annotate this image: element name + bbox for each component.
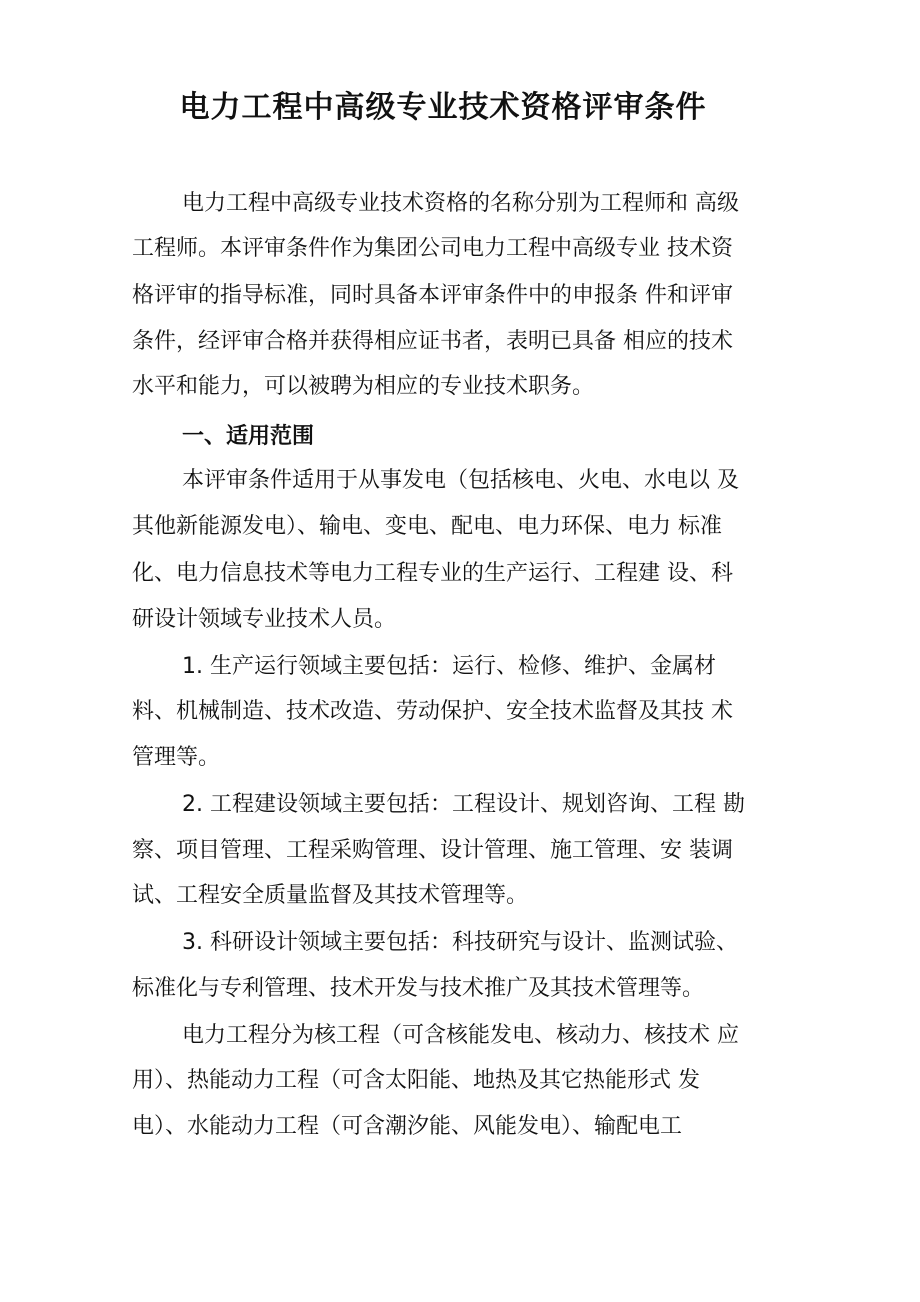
list-item-line: 3. 科研设计领域主要包括：科技研究与设计、监测试验、: [182, 930, 738, 955]
paragraph-line: 工程师。本评审条件作为集团公司电力工程中高级专业 技术资: [132, 236, 733, 261]
list-item-line: 察、项目管理、工程采购管理、设计管理、施工管理、安 装调: [132, 838, 733, 863]
list-item-line: 管理等。: [132, 745, 221, 770]
list-item-line: 试、工程安全质量监督及其技术管理等。: [132, 883, 529, 908]
paragraph-line: 水平和能力，可以被聘为相应的专业技术职务。: [132, 374, 595, 399]
list-item-line: 2. 工程建设领域主要包括：工程设计、规划咨询、工程 勘: [182, 792, 745, 817]
paragraph-line: 研设计领域专业技术人员。: [132, 607, 397, 632]
paragraph-line: 化、电力信息技术等电力工程专业的生产运行、工程建 设、科: [132, 561, 733, 586]
paragraph-line: 用）、热能动力工程（可含太阳能、地热及其它热能形式 发: [132, 1068, 700, 1093]
paragraph-line: 本评审条件适用于从事发电（包括核电、火电、水电以 及: [182, 468, 739, 493]
list-item-line: 料、机械制造、技术改造、劳动保护、安全技术监督及其技 术: [132, 699, 733, 724]
section-heading: 一、适用范围: [182, 424, 315, 449]
list-item-line: 标准化与专利管理、技术开发与技术推广及其技术管理等。: [132, 976, 705, 1001]
paragraph-line: 电力工程中高级专业技术资格的名称分别为工程师和 高级: [182, 191, 739, 216]
document-title: 电力工程中高级专业技术资格评审条件: [179, 90, 707, 125]
list-item-line: 1. 生产运行领域主要包括：运行、检修、维护、金属材: [182, 654, 716, 679]
paragraph-line: 电力工程分为核工程（可含核能发电、核动力、核技术 应: [182, 1023, 739, 1048]
paragraph-line: 条件，经评审合格并获得相应证书者，表明已具备 相应的技术: [132, 329, 733, 354]
paragraph-line: 电）、水能动力工程（可含潮汐能、风能发电）、输配电工: [132, 1114, 683, 1139]
paragraph-line: 格评审的指导标准，同时具备本评审条件中的申报条 件和评审: [132, 283, 733, 308]
paragraph-line: 其他新能源发电）、输电、变电、配电、电力环保、电力 标准: [132, 514, 722, 539]
